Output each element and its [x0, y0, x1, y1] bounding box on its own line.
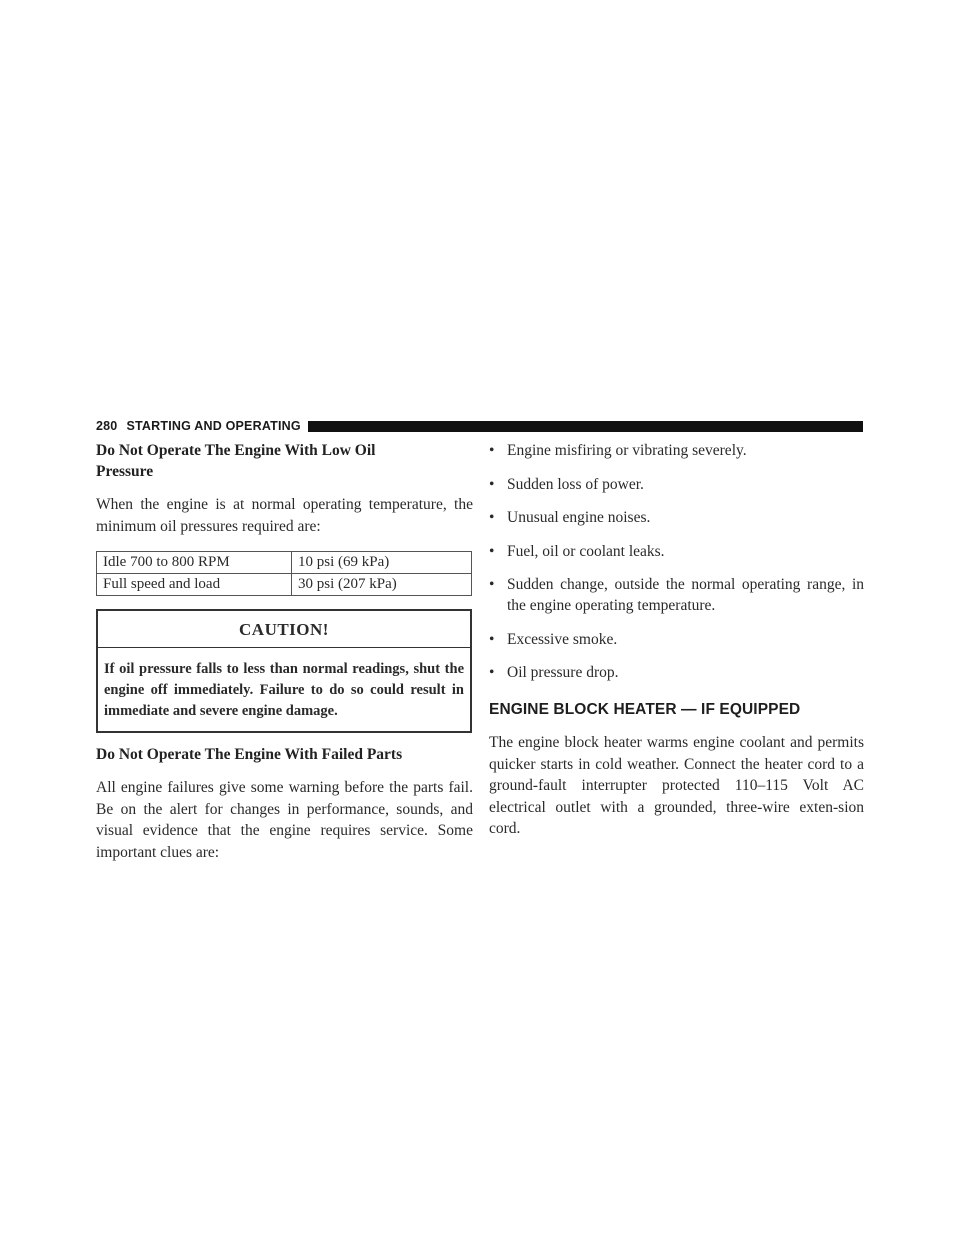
- list-item: [489, 440, 864, 461]
- left-column: [96, 440, 473, 863]
- list-item-text: Engine misfiring or vibrating severely.: [507, 442, 747, 459]
- bullet-icon: •: [489, 630, 495, 648]
- table-cell: Full speed and load: [97, 574, 292, 596]
- oil-pressure-intro: When the engine is at normal operating temperature, the minimum oil pressures required are:: [96, 496, 473, 535]
- caution-box: [96, 609, 472, 733]
- list-item: [489, 574, 864, 616]
- list-item-text: Unusual engine noises.: [507, 509, 651, 526]
- page-header: [96, 419, 863, 433]
- bullet-icon: •: [489, 664, 495, 681]
- table-row: [97, 552, 472, 574]
- bullet-icon: •: [489, 576, 495, 593]
- list-item-text: Oil pressure drop.: [507, 664, 619, 681]
- list-item: [489, 541, 864, 562]
- list-item: [489, 474, 864, 495]
- table-cell: 30 psi (207 kPa): [292, 574, 472, 596]
- bullet-icon: •: [489, 442, 495, 459]
- heading-engine-block-heater: ENGINE BLOCK HEATER — IF EQUIPPED: [489, 701, 801, 718]
- warning-clues-list: [489, 440, 864, 683]
- page-number: 280: [96, 419, 118, 433]
- bullet-icon: •: [489, 542, 495, 560]
- table-cell: 10 psi (69 kPa): [292, 552, 472, 574]
- list-item: [489, 662, 864, 683]
- block-heater-paragraph: The engine block heater warms engine coolant and permits quicker starts in cold weather. Connect the heater cord to a ground-fault interrupter protected 110–115 Volt AC electrical outlet with a grounded, three-wire exten-sion cord.: [489, 734, 864, 837]
- table-cell: Idle 700 to 800 RPM: [97, 552, 292, 574]
- list-item: [489, 629, 864, 650]
- heading-failed-parts: Do Not Operate The Engine With Failed Parts: [96, 746, 403, 763]
- caution-text: If oil pressure falls to less than normal readings, shut the engine off immediately. Failure to do so could result in immediate and severe engine damage.: [104, 661, 464, 719]
- section-title: STARTING AND OPERATING: [126, 419, 301, 433]
- list-item-text: Sudden change, outside the normal operating range, in the engine operating temperature.: [507, 576, 864, 614]
- list-item-text: Fuel, oil or coolant leaks.: [507, 542, 665, 560]
- list-item: [489, 507, 864, 528]
- header-rule: [308, 421, 863, 432]
- failed-parts-paragraph: All engine failures give some warning before the parts fail. Be on the alert for changes in performance, sounds, and visual evidence that the engine requires service. Some important clues are:: [96, 779, 473, 861]
- caution-title: CAUTION!: [98, 611, 470, 648]
- bullet-icon: •: [489, 509, 495, 526]
- list-item-text: Sudden loss of power.: [507, 475, 644, 493]
- list-item-text: Excessive smoke.: [507, 630, 618, 648]
- heading-low-oil-pressure: Do Not Operate The Engine With Low Oil Pressure: [96, 442, 376, 480]
- oil-pressure-table: [96, 551, 472, 596]
- bullet-icon: •: [489, 475, 495, 493]
- right-column: [489, 440, 864, 840]
- table-row: [97, 574, 472, 596]
